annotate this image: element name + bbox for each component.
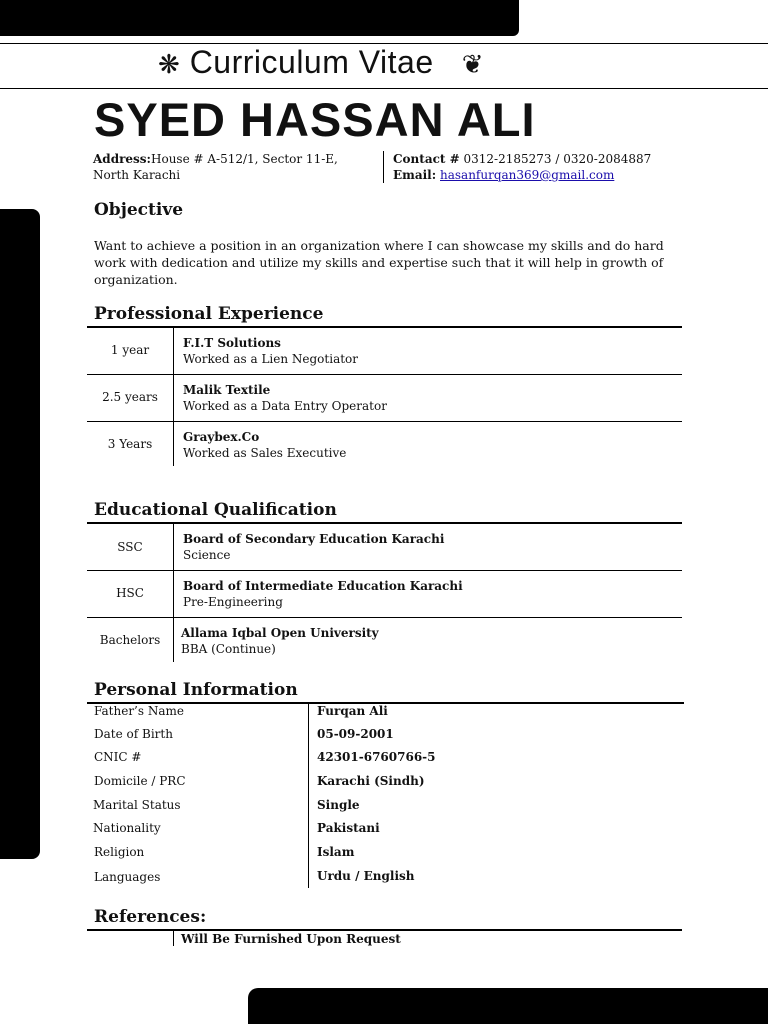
address-line1: House # A-512/1, Sector 11-E, bbox=[151, 152, 338, 166]
email-link[interactable]: hasanfurqan369@gmail.com bbox=[440, 168, 615, 182]
personal-value: 42301-6760766-5 bbox=[317, 750, 436, 764]
candidate-name: SYED HASSAN ALI bbox=[94, 93, 536, 146]
document-title-text: Curriculum Vitae bbox=[189, 44, 434, 80]
personal-heading: Personal Information bbox=[94, 680, 298, 700]
contact-phones: 0312-2185273 / 0320-2084887 bbox=[463, 152, 652, 166]
email-label: Email: bbox=[393, 168, 437, 182]
contact-label: Contact # bbox=[393, 152, 460, 166]
references-text: Will Be Furnished Upon Request bbox=[181, 932, 401, 946]
experience-company: Malik Textile bbox=[183, 383, 271, 397]
contact-block bbox=[393, 151, 693, 183]
row-divider bbox=[87, 374, 682, 375]
personal-col-divider bbox=[308, 704, 309, 888]
education-institute: Board of Secondary Education Karachi bbox=[183, 532, 445, 546]
experience-entry bbox=[183, 335, 358, 367]
education-col-divider bbox=[173, 524, 174, 662]
objective-heading: Objective bbox=[94, 200, 184, 220]
personal-value: Furqan Ali bbox=[317, 704, 388, 718]
experience-heading: Professional Experience bbox=[94, 304, 324, 324]
personal-label: Religion bbox=[94, 845, 145, 859]
bottom-decor-bar bbox=[248, 988, 768, 1024]
personal-value: Single bbox=[317, 798, 360, 812]
left-decor-bar bbox=[0, 209, 40, 859]
personal-label: Domicile / PRC bbox=[94, 774, 186, 788]
references-heading: References: bbox=[94, 907, 207, 927]
row-divider bbox=[87, 617, 682, 618]
personal-value: Urdu / English bbox=[317, 869, 415, 883]
education-institute: Board of Intermediate Education Karachi bbox=[183, 579, 463, 593]
experience-col-divider bbox=[173, 328, 174, 466]
personal-label: Nationality bbox=[93, 821, 161, 835]
education-field: Science bbox=[183, 548, 231, 562]
personal-value: 05-09-2001 bbox=[317, 727, 394, 741]
experience-role: Worked as a Data Entry Operator bbox=[183, 399, 387, 413]
education-field: Pre-Engineering bbox=[183, 595, 283, 609]
education-institute: Allama Iqbal Open University bbox=[181, 626, 379, 640]
personal-label: Father’s Name bbox=[94, 704, 184, 718]
experience-duration: 2.5 years bbox=[102, 390, 158, 404]
experience-rule bbox=[87, 326, 682, 328]
personal-value: Pakistani bbox=[317, 821, 380, 835]
personal-label: CNIC # bbox=[94, 750, 142, 764]
references-col-divider bbox=[173, 931, 174, 946]
education-entry bbox=[181, 625, 379, 657]
address-block bbox=[93, 151, 373, 183]
experience-role: Worked as a Lien Negotiator bbox=[183, 352, 359, 366]
education-field: BBA (Continue) bbox=[181, 642, 276, 656]
experience-company: F.I.T Solutions bbox=[183, 336, 281, 350]
row-divider bbox=[87, 421, 682, 422]
top-decor-bar bbox=[0, 0, 519, 36]
education-level: SSC bbox=[117, 540, 143, 554]
row-divider bbox=[87, 570, 682, 571]
personal-label: Date of Birth bbox=[94, 727, 173, 741]
address-line2: North Karachi bbox=[93, 168, 181, 182]
experience-duration: 3 Years bbox=[107, 437, 153, 451]
experience-role: Worked as Sales Executive bbox=[183, 446, 347, 460]
ornament-right-icon: ❦ bbox=[461, 50, 485, 80]
education-entry bbox=[183, 531, 444, 563]
address-label: Address: bbox=[93, 152, 151, 166]
experience-entry bbox=[183, 429, 346, 461]
document-title bbox=[158, 44, 484, 81]
education-level: Bachelors bbox=[99, 633, 161, 647]
education-level: HSC bbox=[116, 586, 144, 600]
experience-entry bbox=[183, 382, 387, 414]
education-rule bbox=[87, 522, 682, 524]
personal-label: Marital Status bbox=[93, 798, 181, 812]
objective-text: Want to achieve a position in an organization where I can showcase my skills and do hard work with dedication and utilize my skills and expertise such that it will help in growth of organization. bbox=[94, 238, 664, 287]
education-heading: Educational Qualification bbox=[94, 500, 337, 520]
personal-label: Languages bbox=[94, 870, 161, 884]
experience-company: Graybex.Co bbox=[183, 430, 260, 444]
personal-value: Islam bbox=[317, 845, 355, 859]
education-entry bbox=[183, 578, 463, 610]
contact-divider bbox=[383, 151, 384, 183]
ornament-left-icon: ❋ bbox=[158, 50, 181, 80]
personal-value: Karachi (Sindh) bbox=[317, 774, 425, 788]
experience-duration: 1 year bbox=[110, 343, 150, 357]
